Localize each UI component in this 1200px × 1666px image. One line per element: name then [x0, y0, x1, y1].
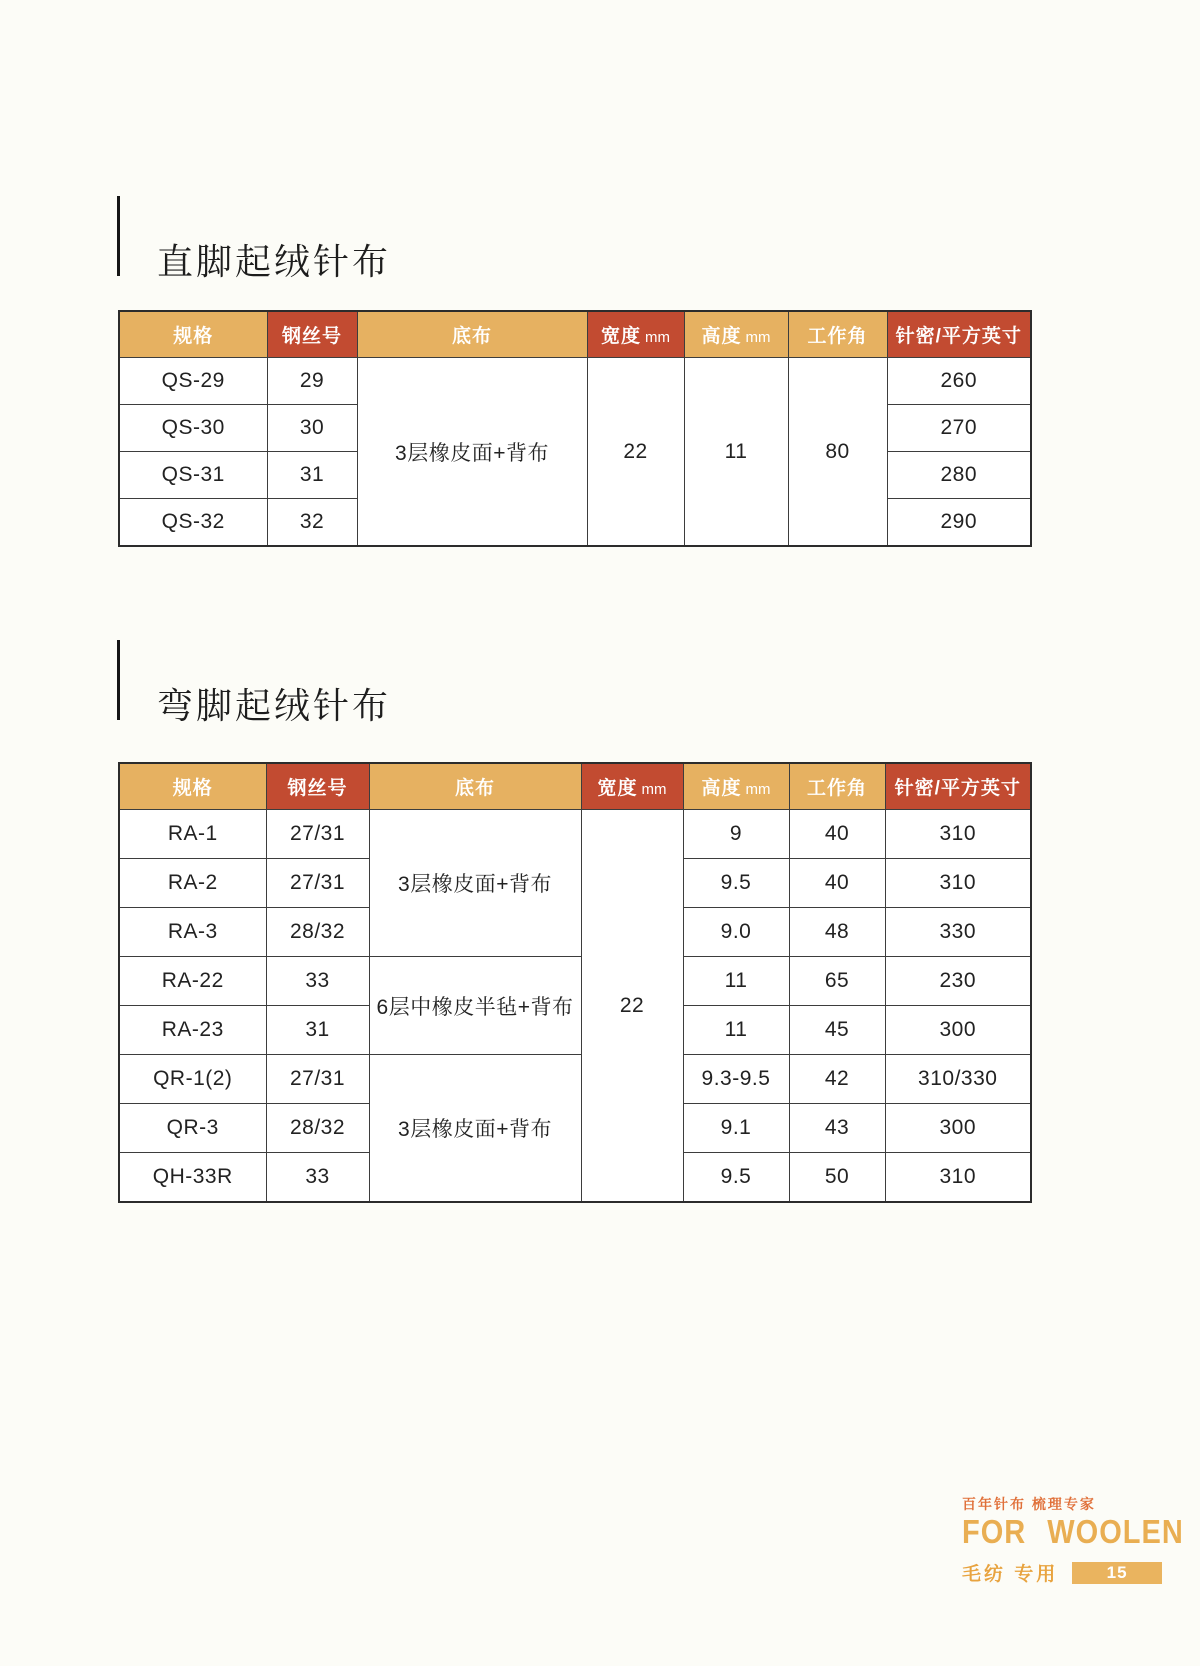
- cell-wire: 33: [266, 957, 369, 1006]
- cell-angle: 65: [789, 957, 885, 1006]
- cell-wire: 27/31: [266, 1055, 369, 1104]
- cell-spec: QS-31: [119, 452, 267, 499]
- cell-density: 310/330: [885, 1055, 1031, 1104]
- straight-foot-table: [118, 310, 1032, 547]
- title-accent-bar: [117, 640, 120, 720]
- cell-height: 9.0: [683, 908, 789, 957]
- col-header-spec: 规格: [119, 763, 266, 810]
- cell-base-cloth: 3层橡皮面+背布: [357, 358, 587, 547]
- col-header-base: 底布: [369, 763, 581, 810]
- cell-spec: QS-30: [119, 405, 267, 452]
- cell-spec: QH-33R: [119, 1153, 266, 1203]
- page-footer: [962, 1494, 1184, 1586]
- cell-height: 11: [684, 358, 788, 547]
- cell-density: 300: [885, 1006, 1031, 1055]
- cell-wire: 27/31: [266, 810, 369, 859]
- cell-width: 22: [581, 810, 683, 1203]
- cell-spec: QR-3: [119, 1104, 266, 1153]
- table-row: [119, 358, 1031, 405]
- cell-height: 11: [683, 957, 789, 1006]
- cell-angle: 40: [789, 859, 885, 908]
- cell-base-cloth: 3层橡皮面+背布: [369, 810, 581, 957]
- cell-density: 330: [885, 908, 1031, 957]
- title-accent-bar: [117, 196, 120, 276]
- col-header-base: 底布: [357, 311, 587, 358]
- cell-angle: 45: [789, 1006, 885, 1055]
- footer-category: 毛纺 专用: [962, 1564, 1059, 1585]
- cell-density: 310: [885, 1153, 1031, 1203]
- section-title: 弯脚起绒针布: [157, 685, 392, 726]
- bent-foot-table: [118, 762, 1032, 1203]
- cell-density: 310: [885, 859, 1031, 908]
- cell-wire: 27/31: [266, 859, 369, 908]
- cell-spec: QR-1(2): [119, 1055, 266, 1104]
- cell-spec: QS-29: [119, 358, 267, 405]
- page-number: 15: [1106, 1562, 1128, 1582]
- col-header-density: 针密/平方英寸: [887, 311, 1031, 358]
- cell-angle: 50: [789, 1153, 885, 1203]
- cell-spec: RA-3: [119, 908, 266, 957]
- col-header-width: 宽度 mm: [581, 763, 683, 810]
- cell-angle: 42: [789, 1055, 885, 1104]
- cell-wire: 32: [267, 499, 357, 547]
- cell-wire: 30: [267, 405, 357, 452]
- cell-spec: RA-1: [119, 810, 266, 859]
- cell-height: 9.5: [683, 859, 789, 908]
- cell-density: 300: [885, 1104, 1031, 1153]
- cell-density: 230: [885, 957, 1031, 1006]
- cell-height: 9: [683, 810, 789, 859]
- cell-wire: 31: [267, 452, 357, 499]
- cell-wire: 28/32: [266, 1104, 369, 1153]
- cell-height: 11: [683, 1006, 789, 1055]
- cell-wire: 33: [266, 1153, 369, 1203]
- col-header-wire: 钢丝号: [266, 763, 369, 810]
- cell-density: 260: [887, 358, 1031, 405]
- cell-spec: RA-22: [119, 957, 266, 1006]
- cell-spec: RA-23: [119, 1006, 266, 1055]
- col-header-angle: 工作角: [789, 763, 885, 810]
- col-header-width: 宽度 mm: [587, 311, 684, 358]
- cell-density: 290: [887, 499, 1031, 547]
- page-number-bar: [1072, 1562, 1162, 1584]
- cell-angle: 43: [789, 1104, 885, 1153]
- cell-height: 9.1: [683, 1104, 789, 1153]
- cell-angle: 48: [789, 908, 885, 957]
- col-header-density: 针密/平方英寸: [885, 763, 1031, 810]
- table-header-row: [119, 763, 1031, 810]
- cell-base-cloth: 3层橡皮面+背布: [369, 1055, 581, 1203]
- footer-category-row: [962, 1559, 1162, 1586]
- cell-wire: 31: [266, 1006, 369, 1055]
- cell-height: 9.3-9.5: [683, 1055, 789, 1104]
- table-row: [119, 1055, 1031, 1104]
- section-title-bent: [117, 640, 392, 726]
- cell-spec: QS-32: [119, 499, 267, 547]
- col-header-spec: 规格: [119, 311, 267, 358]
- col-header-angle: 工作角: [788, 311, 887, 358]
- table-row: [119, 957, 1031, 1006]
- col-header-wire: 钢丝号: [267, 311, 357, 358]
- col-header-height: 高度 mm: [684, 311, 788, 358]
- cell-wire: 28/32: [266, 908, 369, 957]
- col-header-height: 高度 mm: [683, 763, 789, 810]
- table-row: [119, 810, 1031, 859]
- cell-spec: RA-2: [119, 859, 266, 908]
- cell-wire: 29: [267, 358, 357, 405]
- section-title: 直脚起绒针布: [157, 241, 392, 282]
- cell-angle: 80: [788, 358, 887, 547]
- cell-density: 270: [887, 405, 1031, 452]
- cell-base-cloth: 6层中橡皮半毡+背布: [369, 957, 581, 1055]
- cell-angle: 40: [789, 810, 885, 859]
- cell-density: 310: [885, 810, 1031, 859]
- table-header-row: [119, 311, 1031, 358]
- cell-height: 9.5: [683, 1153, 789, 1203]
- footer-brand: FOR WOOLEN: [962, 1514, 1184, 1552]
- section-title-straight: [117, 196, 392, 282]
- cell-density: 280: [887, 452, 1031, 499]
- cell-width: 22: [587, 358, 684, 547]
- footer-slogan: 百年针布 梳理专家: [962, 1496, 1096, 1512]
